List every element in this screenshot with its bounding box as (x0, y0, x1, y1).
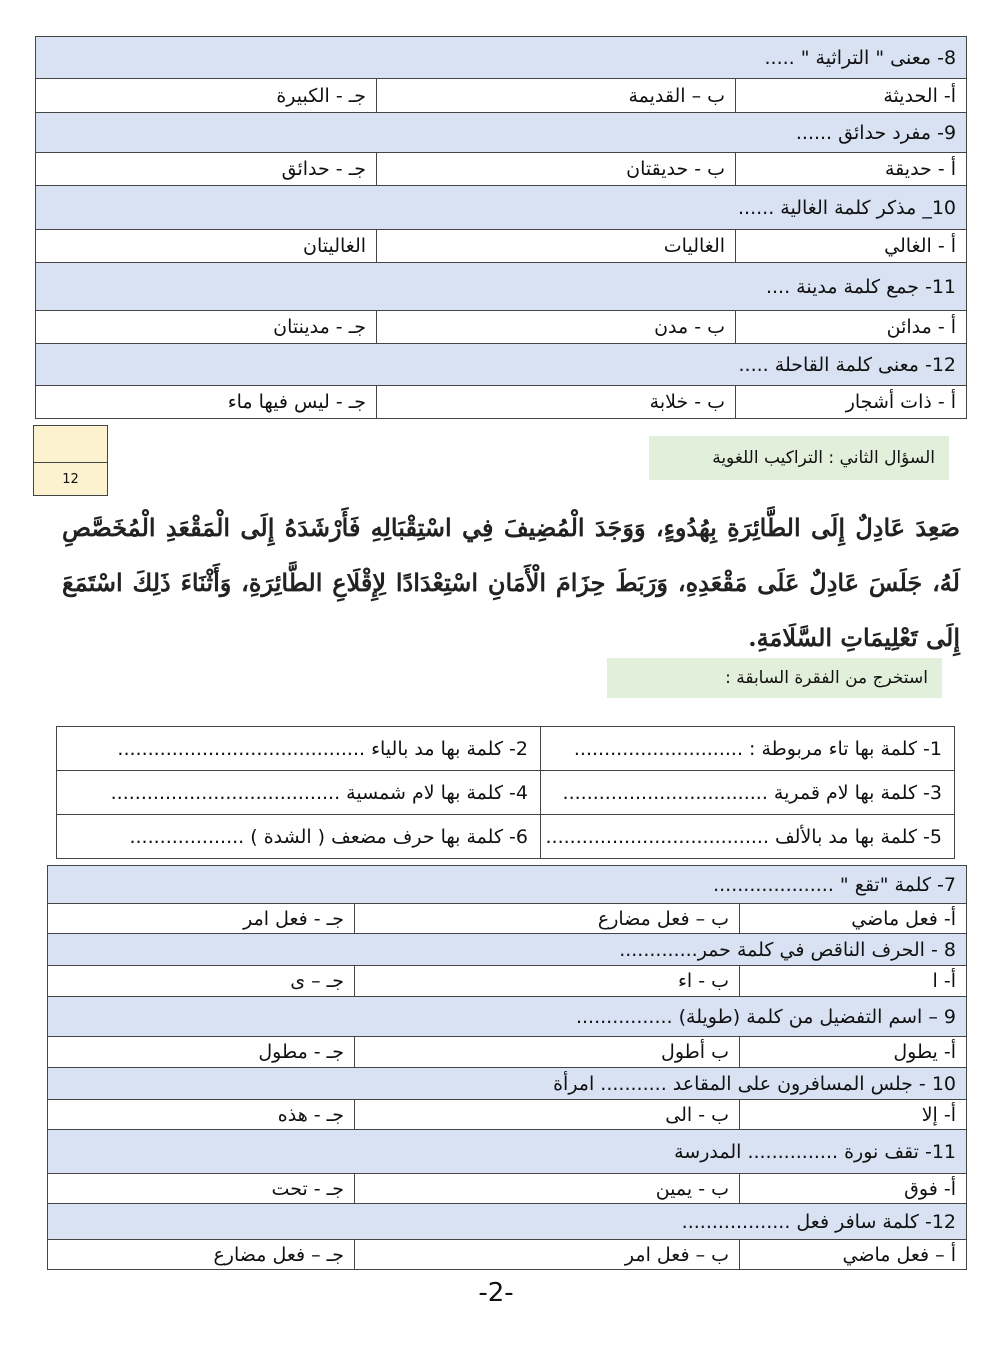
option-b[interactable]: ب - حديقتان (377, 153, 736, 186)
option-a[interactable]: أ - ذات أشجار (736, 386, 967, 419)
option-c[interactable]: جـ - ليس فيها ماء (36, 386, 377, 419)
option-c[interactable]: جـ - الكبيرة (36, 79, 377, 113)
option-c[interactable]: جـ – فعل مضارع (48, 1240, 355, 1270)
extract-table (56, 726, 955, 859)
question-text: 7- كلمة "تقع " .................... (48, 866, 967, 904)
option-b[interactable]: ب – فعل امر (355, 1240, 740, 1270)
extract-item-2[interactable]: 2- كلمة بها مد بالياء ......................................... (57, 727, 541, 771)
option-a[interactable]: أ - الغالي (736, 230, 967, 263)
mc-table-grammar (47, 865, 967, 1270)
option-c[interactable]: جـ - مدينتان (36, 311, 377, 344)
option-b[interactable]: ب - اء (355, 966, 740, 997)
option-a[interactable]: أ- الحديثة (736, 79, 967, 113)
option-b[interactable]: ب - مدن (377, 311, 736, 344)
question-text: 12- كلمة سافر فعل .................. (48, 1204, 967, 1240)
question-text: 11- جمع كلمة مدينة .... (36, 263, 967, 311)
extract-item-6[interactable]: 6- كلمة بها حرف مضعف ( الشدة ) ................... (57, 815, 541, 859)
extract-item-4[interactable]: 4- كلمة بها لام شمسية ...................................... (57, 771, 541, 815)
score-box (33, 425, 108, 496)
option-a[interactable]: أ - مدائن (736, 311, 967, 344)
mc-table-vocabulary (35, 36, 967, 419)
option-a[interactable]: أ- فعل ماضي (740, 904, 967, 934)
option-a[interactable]: أ- يطول (740, 1037, 967, 1068)
extract-item-1[interactable]: 1- كلمة بها تاء مربوطة : ............................ (541, 727, 955, 771)
score-total: 12 (62, 472, 79, 487)
score-divider (34, 462, 107, 463)
reading-passage: صَعِدَ عَادِلٌ إِلَى الطَّائِرَةِ بِهُدُوءٍ، وَوَجَدَ الْمُضِيفَ فِي اسْتِقْبَالِهِ فَأَرْشَدَهُ إِلَى الْمَقْعَدِ الْمُخَصَّصِ لَهُ، جَلَسَ عَادِلٌ عَلَى مَقْعَدِهِ، وَرَبَطَ حِزَامَ الْأَمَانِ اسْتِعْدَادًا لِإِقْلَاعِ الطَّائِرَةِ، وَأَثْنَاءَ ذَلِكَ اسْتَمَعَ إِلَى تَعْلِيمَاتِ السَّلَامَةِ. (62, 513, 960, 652)
option-c[interactable]: جـ – ى (48, 966, 355, 997)
question-2-title: السؤال الثاني : التراكيب اللغوية (649, 436, 949, 480)
option-a[interactable]: أ- إلا (740, 1100, 967, 1130)
question-text: 10 - جلس المسافرون على المقاعد ........... امرأة (48, 1068, 967, 1100)
option-c[interactable]: الغاليتان (36, 230, 377, 263)
option-b[interactable]: ب - الى (355, 1100, 740, 1130)
option-c[interactable]: جـ - مطول (48, 1037, 355, 1068)
option-c[interactable]: جـ - حدائق (36, 153, 377, 186)
option-b[interactable]: ب - خلابة (377, 386, 736, 419)
question-text: 10_ مذكر كلمة الغالية ...... (36, 186, 967, 230)
option-b[interactable]: ب - يمين (355, 1174, 740, 1204)
option-c[interactable]: جـ - تحت (48, 1174, 355, 1204)
option-b[interactable]: ب أطول (355, 1037, 740, 1068)
option-c[interactable]: جـ - هذه (48, 1100, 355, 1130)
option-b[interactable]: ب – القديمة (377, 79, 736, 113)
question-text: 12- معنى كلمة القاحلة ..... (36, 344, 967, 386)
option-a[interactable]: أ- ا (740, 966, 967, 997)
option-a[interactable]: أ – فعل ماضي (740, 1240, 967, 1270)
extract-instruction: استخرج من الفقرة السابقة : (607, 658, 942, 698)
question-text: 8- معنى " التراثية " ..... (36, 37, 967, 79)
option-a[interactable]: أ - حديقة (736, 153, 967, 186)
option-b[interactable]: ب – فعل مضارع (355, 904, 740, 934)
question-text: 9 – اسم التفضيل من كلمة (طويلة) ................ (48, 997, 967, 1037)
question-text: 8 - الحرف الناقص في كلمة حمر............. (48, 934, 967, 966)
question-text: 11- تقف نورة ............... المدرسة (48, 1130, 967, 1174)
extract-item-3[interactable]: 3- كلمة بها لام قمرية .................................. (541, 771, 955, 815)
option-a[interactable]: أ- فوق (740, 1174, 967, 1204)
extract-item-5[interactable]: 5- كلمة بها مد بالألف ..................................... (541, 815, 955, 859)
question-text: 9- مفرد حدائق ...... (36, 113, 967, 153)
option-b[interactable]: الغاليات (377, 230, 736, 263)
page-number: -2- (478, 1278, 514, 1308)
option-c[interactable]: جـ - فعل امر (48, 904, 355, 934)
